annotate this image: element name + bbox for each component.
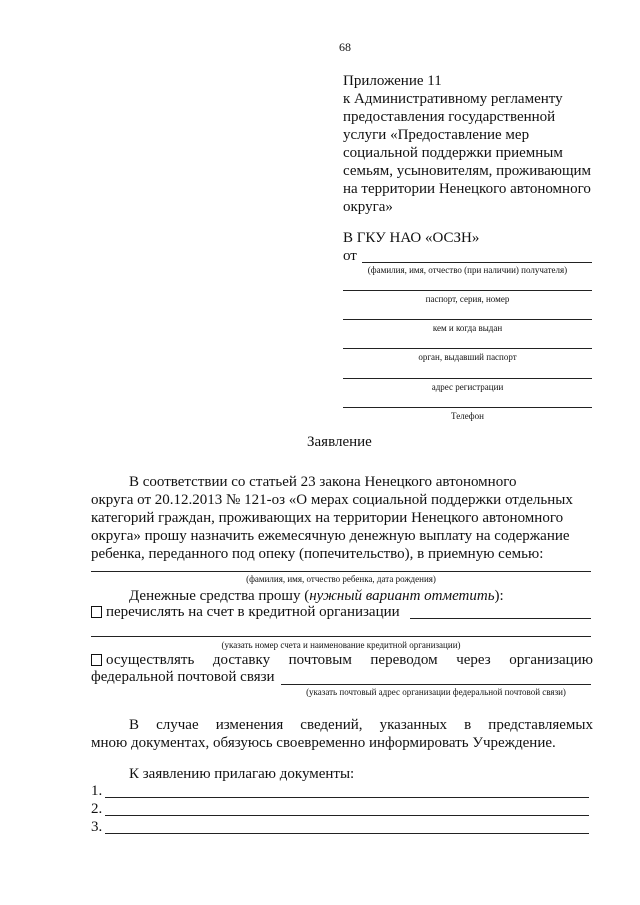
bank-account-field[interactable] bbox=[91, 636, 591, 637]
body-line: округа» прошу назначить ежемесячную денежную выплату на содержание bbox=[91, 528, 570, 544]
notice-word: В bbox=[129, 717, 140, 733]
option-post-word: организацию bbox=[509, 652, 593, 668]
child-info-field[interactable] bbox=[91, 571, 591, 572]
appendix-line: социальной поддержки приемным bbox=[343, 145, 563, 161]
appendix-line: предоставления государственной bbox=[343, 109, 556, 125]
field-hint: адрес регистрации bbox=[431, 382, 504, 392]
issued-by-field[interactable] bbox=[343, 319, 592, 320]
notice-word: изменения bbox=[215, 717, 284, 733]
body-line: ребенка, переданного под опеку (попечительство), в приемную семью: bbox=[91, 546, 544, 562]
notice-word: сведений, bbox=[300, 717, 363, 733]
appendix-line: Приложение 11 bbox=[343, 73, 442, 89]
option-post-checkbox[interactable] bbox=[91, 654, 102, 666]
notice-word: случае bbox=[156, 717, 199, 733]
field-hint: (указать номер счета и наименование кредитной организации) bbox=[221, 640, 461, 650]
notice-word: указанных bbox=[379, 717, 448, 733]
option-post-line2: федеральной почтовой связи bbox=[91, 669, 275, 685]
passport-field[interactable] bbox=[343, 290, 592, 291]
appendix-line: к Административному регламенту bbox=[343, 91, 563, 107]
body-line: категорий граждан, проживающих на территории Ненецкого автономного bbox=[91, 510, 564, 526]
option-post-word: почтовым bbox=[288, 652, 352, 668]
notice-line2: мною документах, обязуюсь своевременно информировать Учреждение. bbox=[91, 735, 556, 751]
page-number: 68 bbox=[339, 40, 351, 54]
option-post-word: доставку bbox=[212, 652, 271, 668]
option-post-label bbox=[106, 651, 593, 669]
field-hint: Телефон bbox=[451, 411, 484, 421]
attachment-field-1[interactable] bbox=[105, 797, 589, 798]
field-hint: (указать почтовый адрес организации федеральной почтовой связи) bbox=[306, 687, 566, 697]
payment-intro-italic: нужный вариант отметить bbox=[309, 588, 495, 604]
body-line: В соответствии со статьей 23 закона Ненецкого автономного bbox=[129, 474, 517, 490]
field-hint: паспорт, серия, номер bbox=[425, 294, 510, 304]
option-post-word: осуществлять bbox=[106, 652, 195, 668]
payment-intro-suffix: ): bbox=[494, 588, 504, 604]
appendix-line: услуги «Предоставление мер bbox=[343, 127, 530, 143]
notice-word: в bbox=[464, 717, 472, 733]
option-bank-checkbox[interactable] bbox=[91, 606, 102, 618]
payment-intro-text: Денежные средства прошу ( bbox=[129, 588, 310, 604]
bank-name-field[interactable] bbox=[410, 618, 591, 619]
post-office-address-field[interactable] bbox=[281, 684, 591, 685]
field-hint: (фамилия, имя, отчество (при наличии) получателя) bbox=[367, 265, 568, 275]
notice-word: представляемых bbox=[488, 717, 593, 733]
field-hint: (фамилия, имя, отчество ребенка, дата рождения) bbox=[246, 574, 436, 584]
document-title: Заявление bbox=[307, 434, 372, 450]
appendix-line: округа» bbox=[343, 199, 393, 215]
option-bank-label: перечислять на счет в кредитной организации bbox=[106, 604, 400, 620]
attachment-field-3[interactable] bbox=[105, 833, 589, 834]
attachment-number: 3. bbox=[91, 819, 103, 835]
body-line: округа от 20.12.2013 № 121-оз «О мерах социальной поддержки отдельных bbox=[91, 492, 573, 508]
option-post-word: переводом bbox=[370, 652, 438, 668]
phone-field[interactable] bbox=[343, 407, 592, 408]
registration-address-field[interactable] bbox=[343, 378, 592, 379]
recipient-from-label: от bbox=[343, 248, 357, 264]
recipient-name-field[interactable] bbox=[362, 262, 592, 263]
attachments-heading: К заявлению прилагаю документы: bbox=[129, 766, 355, 782]
attachment-number: 1. bbox=[91, 783, 103, 799]
field-hint: кем и когда выдан bbox=[432, 323, 503, 333]
field-hint: орган, выдавший паспорт bbox=[418, 352, 517, 362]
appendix-line: семьям, усыновителям, проживающим bbox=[343, 163, 592, 179]
option-post-word: через bbox=[456, 652, 491, 668]
appendix-line: на территории Ненецкого автономного bbox=[343, 181, 591, 197]
attachment-field-2[interactable] bbox=[105, 815, 589, 816]
notice-line bbox=[129, 716, 593, 734]
recipient-to: В ГКУ НАО «ОСЗН» bbox=[343, 230, 480, 246]
issuing-authority-field[interactable] bbox=[343, 348, 592, 349]
appendix-block bbox=[343, 72, 591, 216]
attachment-number: 2. bbox=[91, 801, 103, 817]
